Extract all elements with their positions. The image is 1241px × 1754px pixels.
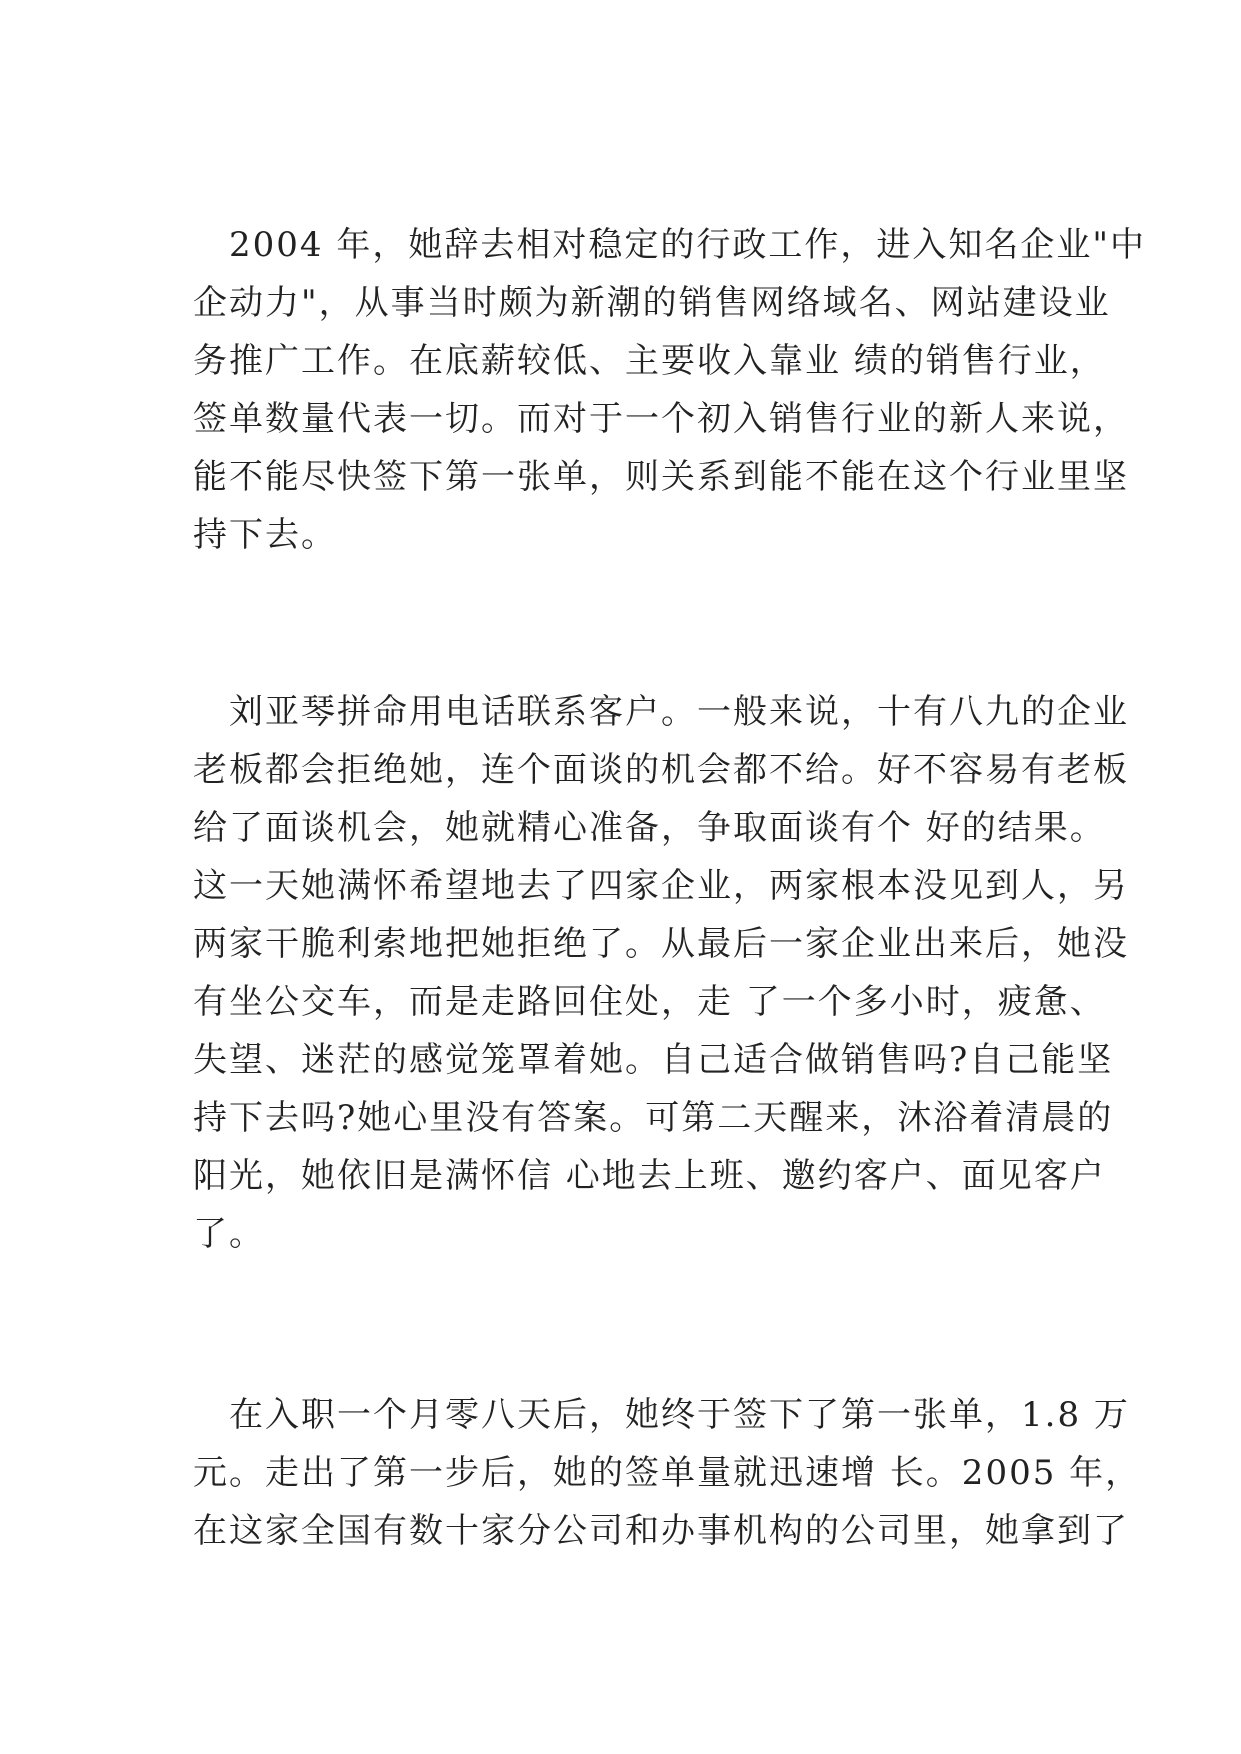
text-line: 了。 [193,1214,265,1254]
text-line: 务推广工作。在底薪较低、主要收入靠业 绩的销售行业， [193,341,1106,381]
paragraph-2 [193,683,1129,1263]
paragraph-1 [193,216,1146,564]
text-line: 持下去。 [193,515,337,555]
text-line: 给了面谈机会，她就精心准备，争取面谈有个 好的结果。 [193,808,1106,848]
text-line: 失望、迷茫的感觉笼罩着她。自己适合做销售吗?自己能坚 [193,1040,1114,1080]
text-line: 能不能尽快签下第一张单，则关系到能不能在这个行业里坚 [193,457,1129,497]
paragraph-3 [193,1386,1142,1560]
text-line: 元。走出了第一步后，她的签单量就迅速增 长。2005 年， [193,1453,1142,1493]
text-line: 刘亚琴拼命用电话联系客户。一般来说，十有八九的企业 [193,692,1129,732]
text-line: 在这家全国有数十家分公司和办事机构的公司里，她拿到了 [193,1511,1129,1551]
text-line: 这一天她满怀希望地去了四家企业，两家根本没见到人，另 [193,866,1129,906]
text-line: 在入职一个月零八天后，她终于签下了第一张单，1.8 万 [193,1395,1130,1435]
text-line: 老板都会拒绝她，连个面谈的机会都不给。好不容易有老板 [193,750,1129,790]
text-line: 持下去吗?她心里没有答案。可第二天醒来，沐浴着清晨的 [193,1098,1114,1138]
text-line: 有坐公交车，而是走路回住处，走 了一个多小时，疲惫、 [193,982,1106,1022]
text-line: 企动力"，从事当时颇为新潮的销售网络域名、网站建设业 [193,283,1111,323]
text-line: 阳光，她依旧是满怀信 心地去上班、邀约客户、面见客户 [193,1156,1106,1196]
text-line: 2004 年，她辞去相对稳定的行政工作，进入知名企业"中 [193,225,1146,265]
text-line: 签单数量代表一切。而对于一个初入销售行业的新人来说， [193,399,1129,439]
text-line: 两家干脆利索地把她拒绝了。从最后一家企业出来后，她没 [193,924,1129,964]
